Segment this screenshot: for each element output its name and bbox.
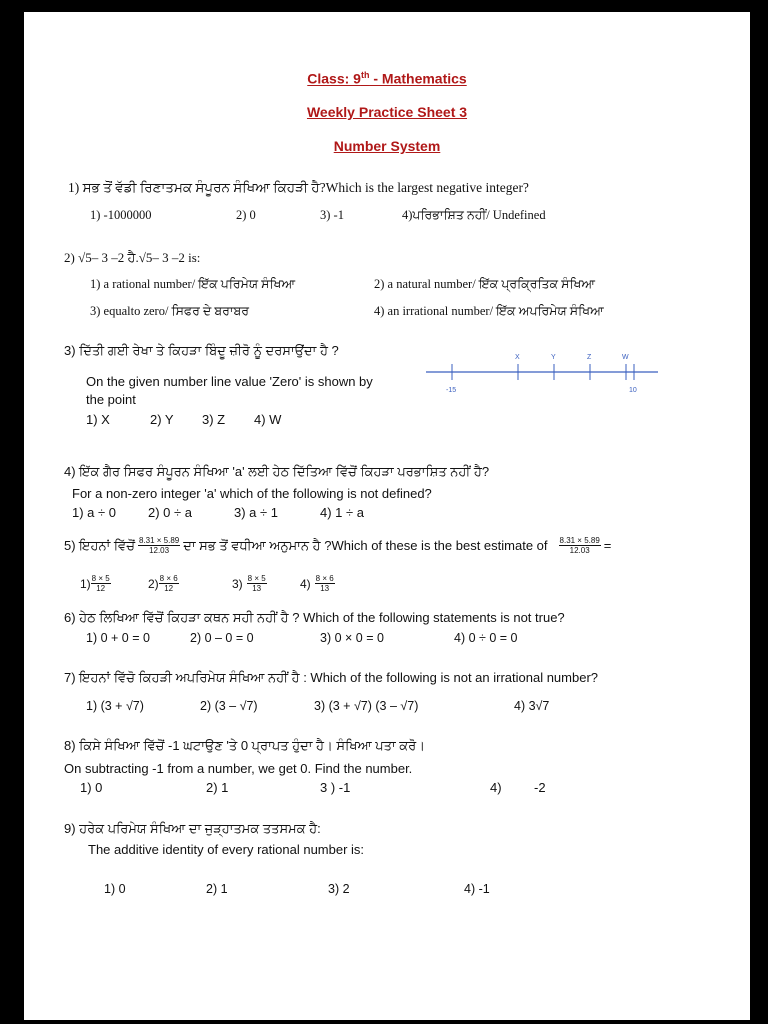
q7-option-1: 1) (3 + √7) [86,699,144,713]
q5-fraction-numerator: 8.31 × 5.89 [138,536,180,545]
q8-english: On subtracting -1 from a number, we get 0. Find the number. [64,761,413,776]
number-line-point-x: X [515,354,520,361]
q5-option-1-denominator: 12 [96,584,106,593]
q8-option-1: 1) 0 [80,780,103,795]
q9-option-1: 1) 0 [104,882,126,896]
question-4: 4) ਇੱਕ ਗੈਰ ਸਿਫਰ ਸੰਪੂਰਨ ਸੰਖਿਆ 'a' ਲਈ ਹੇਠ ਦਿੱਤਿਆ ਵਿੱਚੋਂ ਕਿਹੜਾ ਪਰਭਾਸ਼ਿਤ ਨਹੀਂ ਹੈ? [64,464,490,479]
q1-option-4: 4)ਪਰਿਭਾਸ਼ਿਤ ਨਹੀਂ/ Undefined [402,208,546,222]
number-line-right-label: 10 [629,387,637,394]
q5-option-4-denominator: 13 [320,584,330,593]
q5-fraction-denominator: 12.03 [149,546,170,555]
number-line-point-y: Y [551,354,556,361]
q5-option-3-fraction [247,574,267,593]
q7-option-2: 2) (3 – √7) [200,699,258,713]
q9-option-3: 3) 2 [328,882,350,896]
q6-option-2: 2) 0 – 0 = 0 [190,631,254,645]
q7-option-4: 4) 3√7 [514,699,550,713]
class-title-superscript: th [360,70,370,80]
q5-fraction [138,536,180,555]
q2-option-4: 4) an irrational number/ ਇੱਕ ਅਪਰਿਮੇਯ ਸੰਖਿਆ [374,304,604,318]
question-5 [64,536,611,555]
worksheet-page [24,12,750,1020]
q6-option-3: 3) 0 × 0 = 0 [320,631,384,645]
q5-option-2 [148,574,179,593]
q5-option-4 [300,574,335,593]
topic-title: Number System [333,138,441,154]
q5-option-4-label: 4) [300,576,311,591]
number-line-point-w: W [622,354,629,361]
q5-option-1-numerator: 8 × 5 [91,574,110,583]
q5-option-2-denominator: 12 [164,584,174,593]
q5-text-b: ਦਾ ਸਭ ਤੋਂ ਵਧੀਆ ਅਨੁਮਾਨ ਹੈ ?Which of these is the best estimate of [183,537,548,553]
q8-option-4-value: -2 [534,780,546,795]
q4-option-2: 2) 0 ÷ a [148,505,192,520]
q3-english-line-2: the point [86,392,136,407]
question-9: 9) ਹਰੇਕ ਪਰਿਮੇਯ ਸੰਖਿਆ ਦਾ ਜੁੜ੍ਹਾਤਮਕ ਤਤਸਮਕ ਹੈ: [64,821,321,836]
q4-option-1: 1) a ÷ 0 [72,505,116,520]
question-6: 6) ਹੇਠ ਲਿਖਿਆ ਵਿੱਚੋਂ ਕਿਹੜਾ ਕਥਨ ਸਹੀ ਨਹੀਂ ਹੈ ? Which of the following statements is not true? [64,610,565,625]
q3-option-4: 4) W [254,412,282,427]
q5-fraction-repeat-numerator: 8.31 × 5.89 [559,536,600,545]
q2-option-3: 3) equalto zero/ ਸਿਫਰ ਦੇ ਬਰਾਬਰ [90,304,250,318]
q8-option-4-label: 4) [490,780,502,795]
number-line-point-z: Z [587,354,592,361]
question-3: 3) ਦਿੱਤੀ ਗਈ ਰੇਖਾ ਤੇ ਕਿਹੜਾ ਬਿੰਦੂ ਜ਼ੀਰੋ ਨੂੰ ਦਰਸਾਉਂਦਾ ਹੈ ? [64,343,339,358]
q1-option-2: 2) 0 [236,208,256,222]
question-8: 8) ਕਿਸੇ ਸੰਖਿਆ ਵਿੱਚੋਂ -1 ਘਟਾਉਣ 'ਤੇ 0 ਪ੍ਰਾਪਤ ਹੁੰਦਾ ਹੈ। ਸੰਖਿਆ ਪਤਾ ਕਰੋ। [64,738,425,753]
question-1: 1) ਸਭ ਤੋਂ ਵੱਡੀ ਰਿਣਾਤਮਕ ਸੰਪੂਰਨ ਸੰਖਿਆ ਕਿਹੜੀ ਹੈ?Which is the largest negative integer? [68,180,529,195]
q5-text-a: 5) ਇਹਨਾਂ ਵਿੱਚੋਂ [64,537,135,553]
q5-option-1-fraction [91,574,111,593]
q5-option-4-numerator: 8 × 6 [315,574,334,583]
q5-option-2-fraction [159,574,179,593]
q8-option-2: 2) 1 [206,780,229,795]
q1-option-1: 1) -1000000 [90,208,152,222]
q1-option-3: 3) -1 [320,208,344,222]
q5-fraction-repeat [559,536,601,555]
q5-option-1-label: 1) [80,576,91,591]
q5-option-3-label: 3) [232,576,243,591]
q7-option-3: 3) (3 + √7) (3 – √7) [314,699,419,713]
q4-option-3: 3) a ÷ 1 [234,505,278,520]
q5-text-c: = [603,538,612,553]
q5-option-1 [80,574,111,593]
sheet-title: Weekly Practice Sheet 3 [306,104,468,120]
q5-option-3-denominator: 13 [252,584,262,593]
question-2: 2) √5– 3 –2 ਹੈ.√5– 3 –2 is: [64,250,201,265]
q3-english-line-1: On the given number line value 'Zero' is shown by [86,374,373,389]
q4-option-4: 4) 1 ÷ a [320,505,364,520]
class-title: Class: 9th - Mathematics [307,70,467,87]
q3-option-3: 3) Z [202,412,226,427]
q2-option-1: 1) a rational number/ ਇੱਕ ਪਰਿਮੇਯ ਸੰਖਿਆ [90,277,296,291]
q6-option-4: 4) 0 ÷ 0 = 0 [454,631,518,645]
number-line-diagram [422,348,662,398]
q5-fraction-repeat-denominator: 12.03 [569,546,590,555]
q4-english: For a non-zero integer 'a' which of the following is not defined? [72,486,432,501]
q9-english: The additive identity of every rational number is: [88,842,365,857]
q9-option-2: 2) 1 [206,882,228,896]
q5-option-2-label: 2) [148,576,159,591]
q5-option-2-numerator: 8 × 6 [159,574,178,583]
q3-option-2: 2) Y [150,412,174,427]
q9-option-4: 4) -1 [464,882,490,896]
q5-option-4-fraction [315,574,335,593]
q6-option-1: 1) 0 + 0 = 0 [86,631,150,645]
q3-option-1: 1) X [86,412,110,427]
q2-option-2: 2) a natural number/ ਇੱਕ ਪ੍ਰਕ੍ਰਿਤਿਕ ਸੰਖਿਆ [374,277,595,291]
q5-option-3-numerator: 8 × 5 [247,574,266,583]
q5-option-3 [232,574,267,593]
question-7: 7) ਇਹਨਾਂ ਵਿੱਚੋ ਕਿਹੜੀ ਅਪਰਿਮੇਯ ਸੰਖਿਆ ਨਹੀਂ ਹੈ : Which of the following is not an irrational number? [64,670,599,685]
number-line-left-label: -15 [446,387,457,394]
q8-option-3: 3 ) -1 [320,780,351,795]
